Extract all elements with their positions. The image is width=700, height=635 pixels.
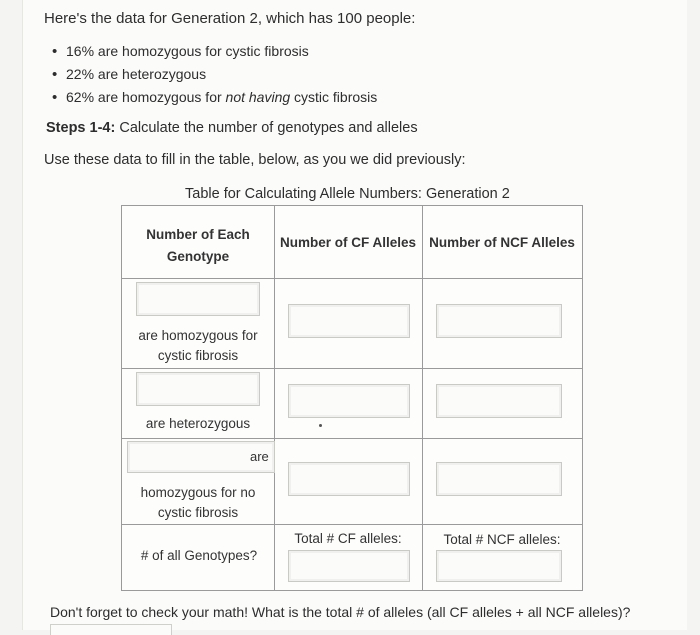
row-divider (122, 368, 582, 369)
row-divider (122, 278, 582, 279)
steps-heading: Steps 1-4: Calculate the number of genotypes and alleles (46, 120, 418, 136)
instructions-text: Use these data to fill in the table, below, as you we did previously: (44, 152, 466, 168)
footer-question: Don't forget to check your math! What is the total # of alleles (all CF alleles + all NCF alleles)? (50, 604, 631, 620)
bullet-list (44, 40, 377, 109)
row-label-homozygous-no-cf: homozygous for no cystic fibrosis (140, 485, 256, 520)
allele-table (121, 205, 583, 591)
cursor-mark (319, 424, 322, 427)
ncf-alleles-input-row2[interactable] (436, 384, 562, 418)
ncf-alleles-input-row3[interactable] (436, 462, 562, 496)
bullet-item: • 22% are heterozygous (44, 63, 377, 86)
bullet-item: • 16% are homozygous for cystic fibrosis (44, 40, 377, 63)
cf-alleles-input-row1[interactable] (288, 304, 410, 338)
header-genotype: Number of Each Genotype (146, 227, 250, 264)
intro-text: Here's the data for Generation 2, which has 100 people: (44, 10, 416, 27)
cf-alleles-input-row3[interactable] (288, 462, 410, 496)
bullet-item: • 62% are homozygous for not having cystic fibrosis (44, 86, 377, 109)
total-cf-alleles-input[interactable] (288, 550, 410, 582)
row-label-heterozygous: are heterozygous (145, 416, 251, 431)
total-cf-label: Total # CF alleles: (294, 531, 402, 546)
genotype-count-input-heterozygous[interactable] (136, 372, 260, 406)
ncf-alleles-input-row1[interactable] (436, 304, 562, 338)
genotype-count-input-homozygous-cf[interactable] (136, 282, 260, 316)
row-label-homozygous-cf: are homozygous for cystic fibrosis (138, 328, 258, 363)
header-ncf-alleles: Number of NCF Alleles (429, 235, 575, 250)
table-caption: Table for Calculating Allele Numbers: Generation 2 (185, 186, 510, 202)
total-ncf-label: Total # NCF alleles: (443, 532, 561, 547)
row-divider (122, 438, 582, 439)
header-cf-alleles: Number of CF Alleles (279, 235, 417, 250)
total-ncf-alleles-input[interactable] (436, 550, 562, 582)
cf-alleles-input-row2[interactable] (288, 384, 410, 418)
field-label-are: are (250, 449, 269, 464)
total-genotypes-label: # of all Genotypes? (140, 548, 258, 563)
row-divider (122, 524, 582, 525)
